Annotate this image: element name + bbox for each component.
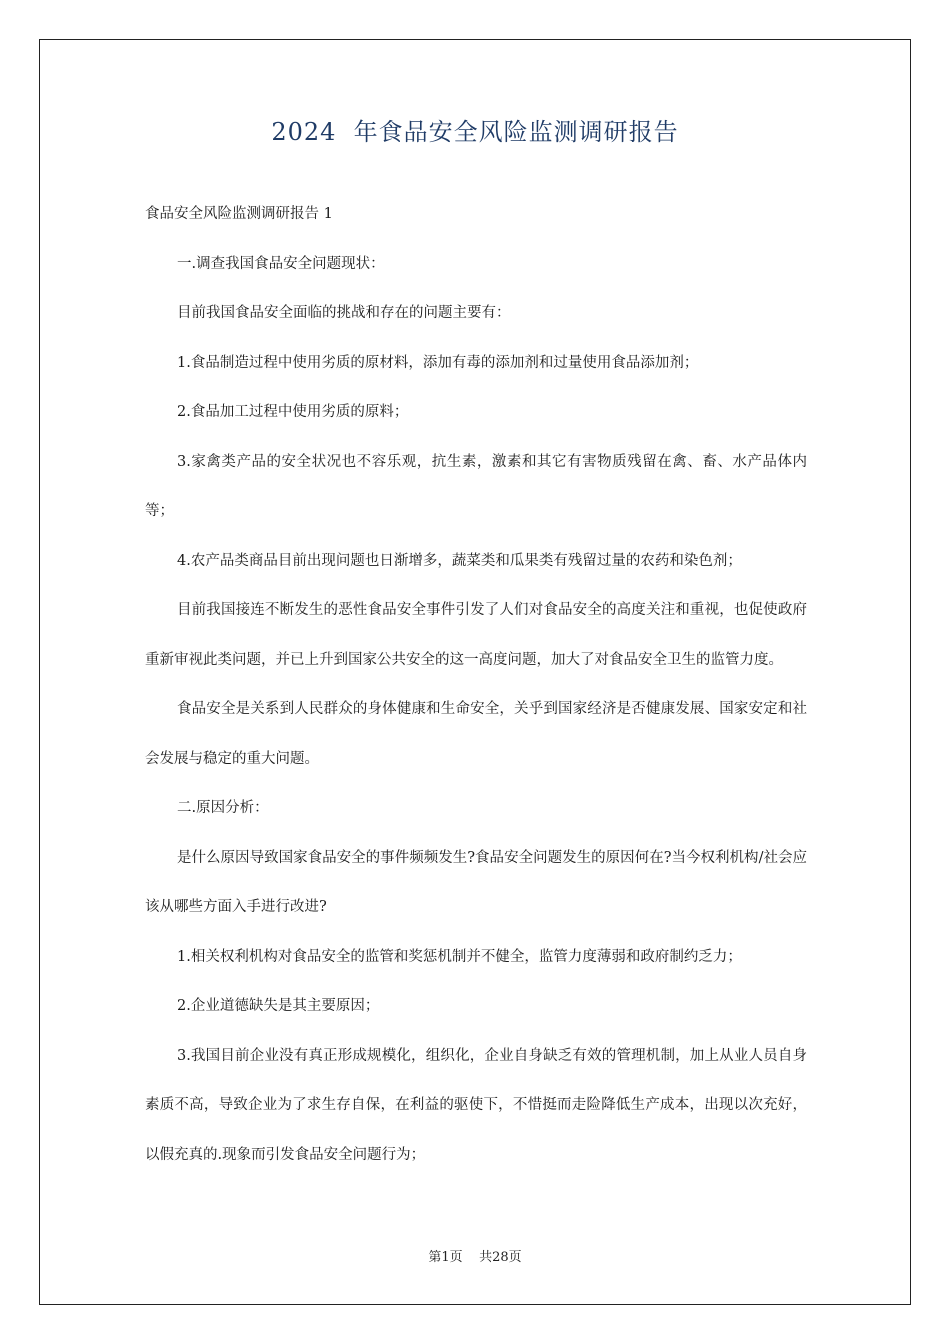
document-body <box>145 190 807 1180</box>
paragraph: 1.相关权利机构对食品安全的监管和奖惩机制并不健全，监管力度薄弱和政府制约乏力； <box>177 948 742 965</box>
document-title: 2024 年食品安全风险监测调研报告 <box>271 118 679 146</box>
page-footer: 第1页 共28页 <box>428 1250 522 1265</box>
paragraph: 3.我国目前企业没有真正形成规模化，组织化，企业自身缺乏有效的管理机制，加上从业人员自身素质不高，导致企业为了求生存自保，在利益的驱使下，不惜挺而走险降低生产成本，出现以次充好，以假充真的.现象而引发食品安全问题行为； <box>145 1047 807 1163</box>
paragraph: 二.原因分析： <box>177 800 269 816</box>
paragraph: 2.企业道德缺失是其主要原因； <box>177 998 380 1014</box>
paragraph: 4.农产品类商品目前出现问题也日渐增多，蔬菜类和瓜果类有残留过量的农药和染色剂； <box>177 552 742 569</box>
paragraph: 2.食品加工过程中使用劣质的原料； <box>177 404 409 420</box>
paragraph: 一.调查我国食品安全问题现状： <box>177 255 385 272</box>
paragraph: 食品安全是关系到人民群众的身体健康和生命安全，关乎到国家经济是否健康发展、国家安定和社会发展与稳定的重大问题。 <box>145 701 807 767</box>
paragraph: 目前我国接连不断发生的恶性食品安全事件引发了人们对食品安全的高度关注和重视，也促使政府重新审视此类问题，并已上升到国家公共安全的这一高度问题，加大了对食品安全卫生的监管力度。 <box>145 602 807 668</box>
section-heading: 食品安全风险监测调研报告 1 <box>145 206 333 222</box>
paragraph: 是什么原因导致国家食品安全的事件频频发生?食品安全问题发生的原因何在?当今权利机构/社会应该从哪些方面入手进行改进? <box>145 849 807 915</box>
paragraph: 目前我国食品安全面临的挑战和存在的问题主要有： <box>177 305 511 321</box>
paragraph: 3.家禽类产品的安全状况也不容乐观，抗生素，激素和其它有害物质残留在禽、畜、水产品体内等； <box>145 453 807 519</box>
paragraph: 1.食品制造过程中使用劣质的原材料，添加有毒的添加剂和过量使用食品添加剂； <box>177 354 699 371</box>
